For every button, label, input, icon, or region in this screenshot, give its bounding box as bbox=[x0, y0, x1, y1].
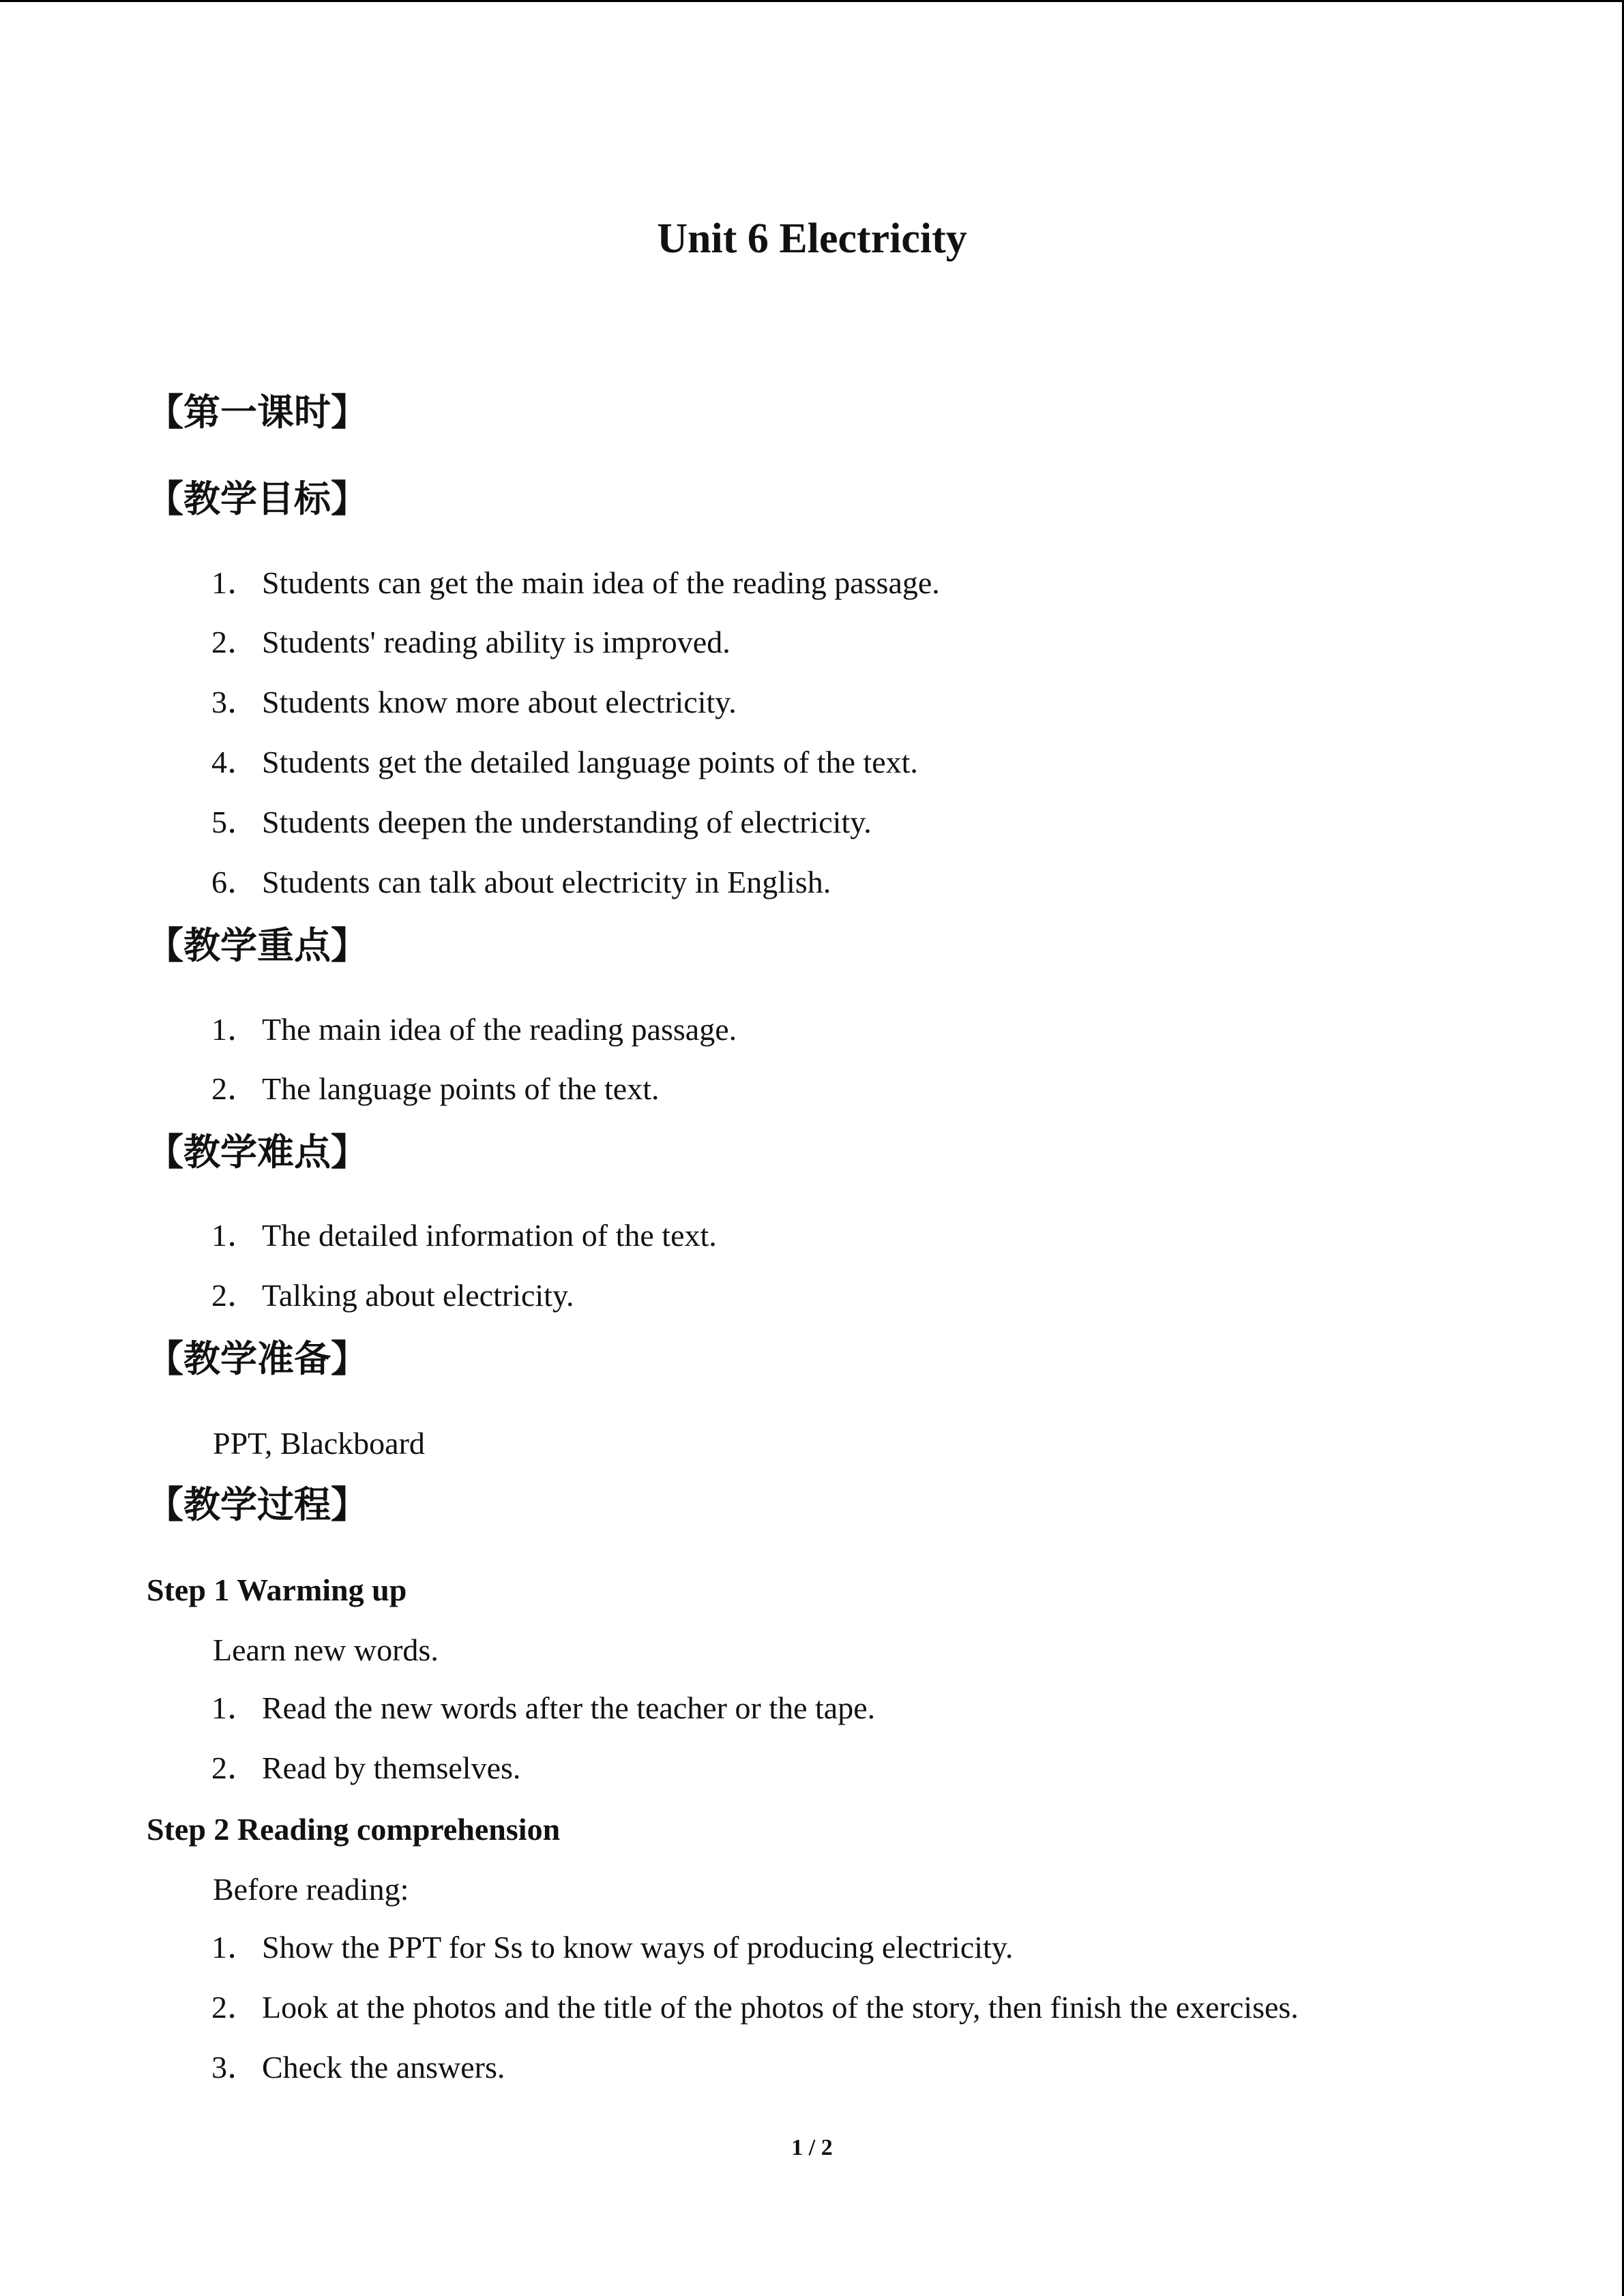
item-text: Students can talk about electricity in English. bbox=[262, 865, 831, 899]
item-number: 1． bbox=[211, 565, 259, 600]
key-point-item bbox=[211, 1009, 737, 1050]
item-number: 4． bbox=[211, 745, 259, 779]
section-objectives: 【教学目标】 bbox=[147, 477, 368, 520]
item-text: The detailed information of the text. bbox=[262, 1218, 717, 1253]
item-text: Read by themselves. bbox=[262, 1750, 521, 1785]
page-number: 1 / 2 bbox=[791, 2135, 833, 2160]
section-process: 【教学过程】 bbox=[147, 1483, 368, 1526]
item-number: 2． bbox=[211, 1990, 259, 2025]
item-text: Students get the detailed language points of the text. bbox=[262, 745, 918, 779]
section-lesson: 【第一课时】 bbox=[147, 391, 368, 434]
step-2-intro: Before reading: bbox=[213, 1872, 409, 1907]
item-text: Students' reading ability is improved. bbox=[262, 625, 730, 659]
step-2-item bbox=[211, 2047, 505, 2088]
item-text: Read the new words after the teacher or the tape. bbox=[262, 1690, 876, 1725]
objective-item bbox=[211, 682, 737, 723]
section-preparation: 【教学准备】 bbox=[147, 1337, 368, 1380]
item-text: The main idea of the reading passage. bbox=[262, 1012, 737, 1047]
item-text: Check the answers. bbox=[262, 2050, 505, 2085]
step-1-item bbox=[211, 1688, 875, 1729]
objective-item bbox=[211, 563, 940, 603]
step-2-heading: Step 2 Reading comprehension bbox=[147, 1812, 561, 1847]
item-number: 2． bbox=[211, 1278, 259, 1313]
item-number: 1． bbox=[211, 1690, 259, 1725]
item-text: Look at the photos and the title of the photos of the story, then finish the exercises. bbox=[262, 1990, 1299, 2025]
item-text: Students can get the main idea of the reading passage. bbox=[262, 565, 940, 600]
item-text: Talking about electricity. bbox=[262, 1278, 574, 1313]
item-number: 3． bbox=[211, 2050, 259, 2085]
step-2-item bbox=[211, 1987, 1299, 2028]
section-key-points: 【教学重点】 bbox=[147, 924, 368, 967]
item-text: Show the PPT for Ss to know ways of producing electricity. bbox=[262, 1930, 1014, 1965]
objective-item bbox=[211, 622, 730, 663]
item-text: The language points of the text. bbox=[262, 1071, 660, 1106]
difficulty-item bbox=[211, 1275, 574, 1316]
step-1-heading: Step 1 Warming up bbox=[147, 1572, 407, 1607]
document-title: Unit 6 Electricity bbox=[657, 215, 967, 262]
step-1-item bbox=[211, 1748, 520, 1789]
step-2-item bbox=[211, 1927, 1013, 1968]
preparation-text: PPT, Blackboard bbox=[213, 1426, 425, 1461]
item-number: 1． bbox=[211, 1218, 259, 1253]
item-number: 3． bbox=[211, 685, 259, 719]
item-number: 1． bbox=[211, 1012, 259, 1047]
key-point-item bbox=[211, 1069, 660, 1109]
item-text: Students know more about electricity. bbox=[262, 685, 737, 719]
objective-item bbox=[211, 862, 831, 903]
item-number: 6． bbox=[211, 865, 259, 899]
item-number: 2． bbox=[211, 625, 259, 659]
section-difficulties: 【教学难点】 bbox=[147, 1131, 368, 1174]
objective-item bbox=[211, 742, 918, 783]
item-number: 1． bbox=[211, 1930, 259, 1965]
difficulty-item bbox=[211, 1215, 717, 1256]
objective-item bbox=[211, 802, 872, 843]
item-text: Students deepen the understanding of electricity. bbox=[262, 805, 872, 839]
step-1-intro: Learn new words. bbox=[213, 1632, 439, 1667]
item-number: 5． bbox=[211, 805, 259, 839]
item-number: 2． bbox=[211, 1750, 259, 1785]
item-number: 2． bbox=[211, 1071, 259, 1106]
